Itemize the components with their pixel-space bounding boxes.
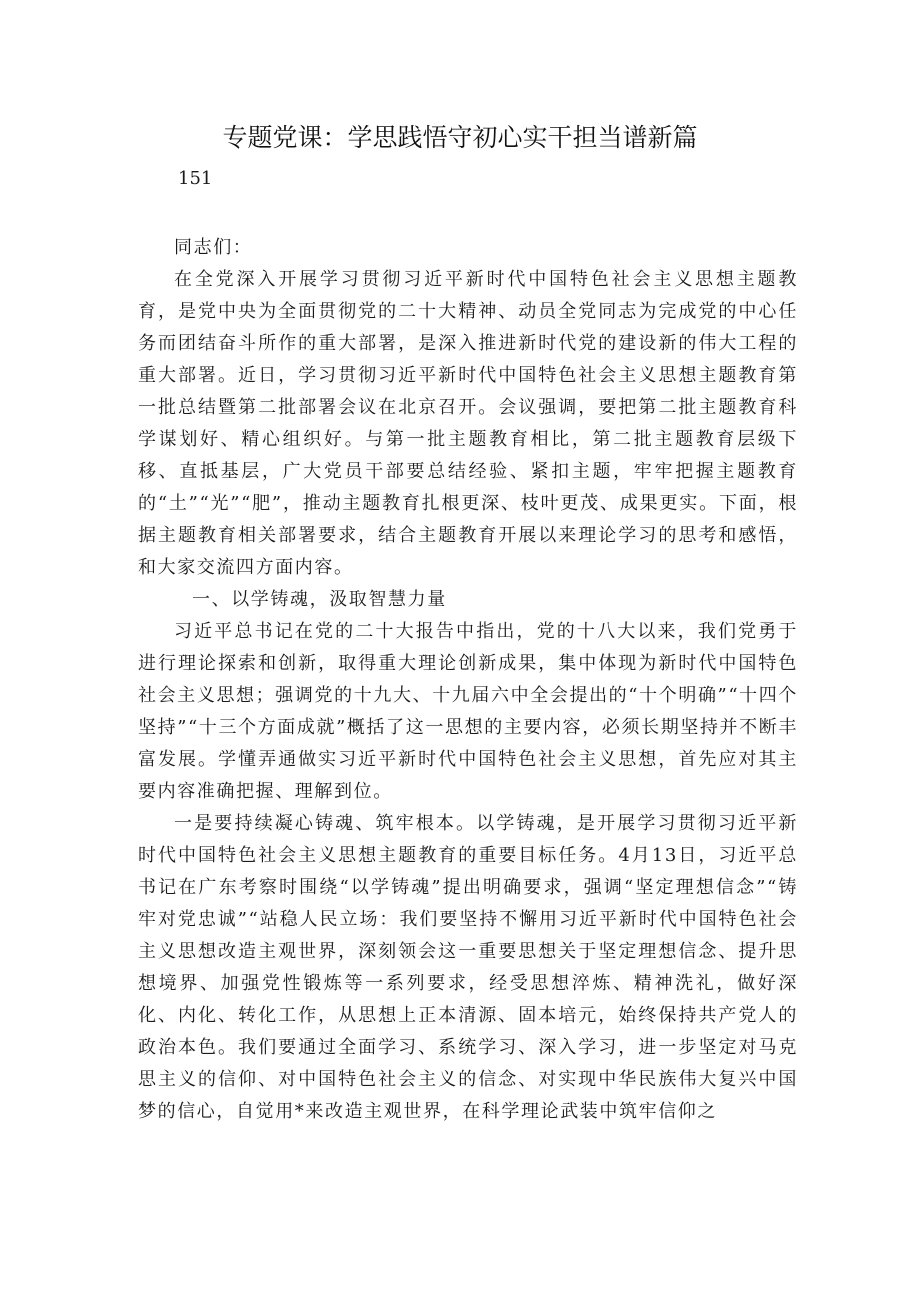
- section-paragraph: 习近平总书记在党的二十大报告中指出，党的十八大以来，我们党勇于进行理论探索和创新，取得重大理论创新成果，集中体现为新时代中国特色社会主义思想；强调党的十九大、十九届六中全会提出的“十个明确”“十四个坚持”“十三个方面成就”概括了这一思想的主要内容，必须长期坚持并不断丰富发展。学懂弄通做实习近平新时代中国特色社会主义思想，首先应对其主要内容准确把握、理解到位。: [138, 621, 798, 802]
- section-paragraph: 一是要持续凝心铸魂、筑牢根本。以学铸魂，是开展学习贯彻习近平新时代中国特色社会主义思想主题教育的重要目标任务。4月13日，习近平总书记在广东考察时围绕“以学铸魂”提出明确要求，强调“坚定理想信念”“铸牢对党忠诚”“站稳人民立场：我们要坚持不懈用习近平新时代中国特色社会主义思想改造主观世界，深刻领会这一重要思想关于坚定理想信念、提升思想境界、加强党性锻炼等一系列要求，经受思想淬炼、精神洗礼，做好深化、内化、转化工作，从思想上正本清源、固本培元，始终保持共产党人的政治本色。我们要通过全面学习、系统学习、深入学习，进一步坚定对马克思主义的信仰、对中国特色社会主义的信念、对实现中华民族伟大复兴中国梦的信心，自觉用*来改造主观世界，在科学理论武装中筑牢信仰之: [138, 813, 798, 1122]
- section-heading: 一、以学铸魂，汲取智慧力量: [192, 589, 447, 610]
- document-number: 151: [178, 168, 213, 189]
- document-body: [138, 232, 798, 1128]
- intro-paragraph: 在全党深入开展学习贯彻习近平新时代中国特色社会主义思想主题教育，是党中央为全面贯彻党的二十大精神、动员全党同志为完成党的中心任务而团结奋斗所作的重大部署，是深入推进新时代党的建设新的伟大工程的重大部署。近日，学习贯彻习近平新时代中国特色社会主义思想主题教育第一批总结暨第二批部署会议在北京召开。会议强调，要把第二批主题教育科学谋划好、精心组织好。与第一批主题教育相比，第二批主题教育层级下移、直抵基层，广大党员干部要总结经验、紧扣主题，牢牢把握主题教育的“土”“光”“肥”，推动主题教育扎根更深、枝叶更茂、成果更实。下面，根据主题教育相关部署要求，结合主题教育开展以来理论学习的思考和感悟，和大家交流四方面内容。: [138, 269, 798, 578]
- salutation: 同志们：: [174, 237, 253, 258]
- document-title: 专题党课：学思践悟守初心实干担当谱新篇: [222, 123, 698, 152]
